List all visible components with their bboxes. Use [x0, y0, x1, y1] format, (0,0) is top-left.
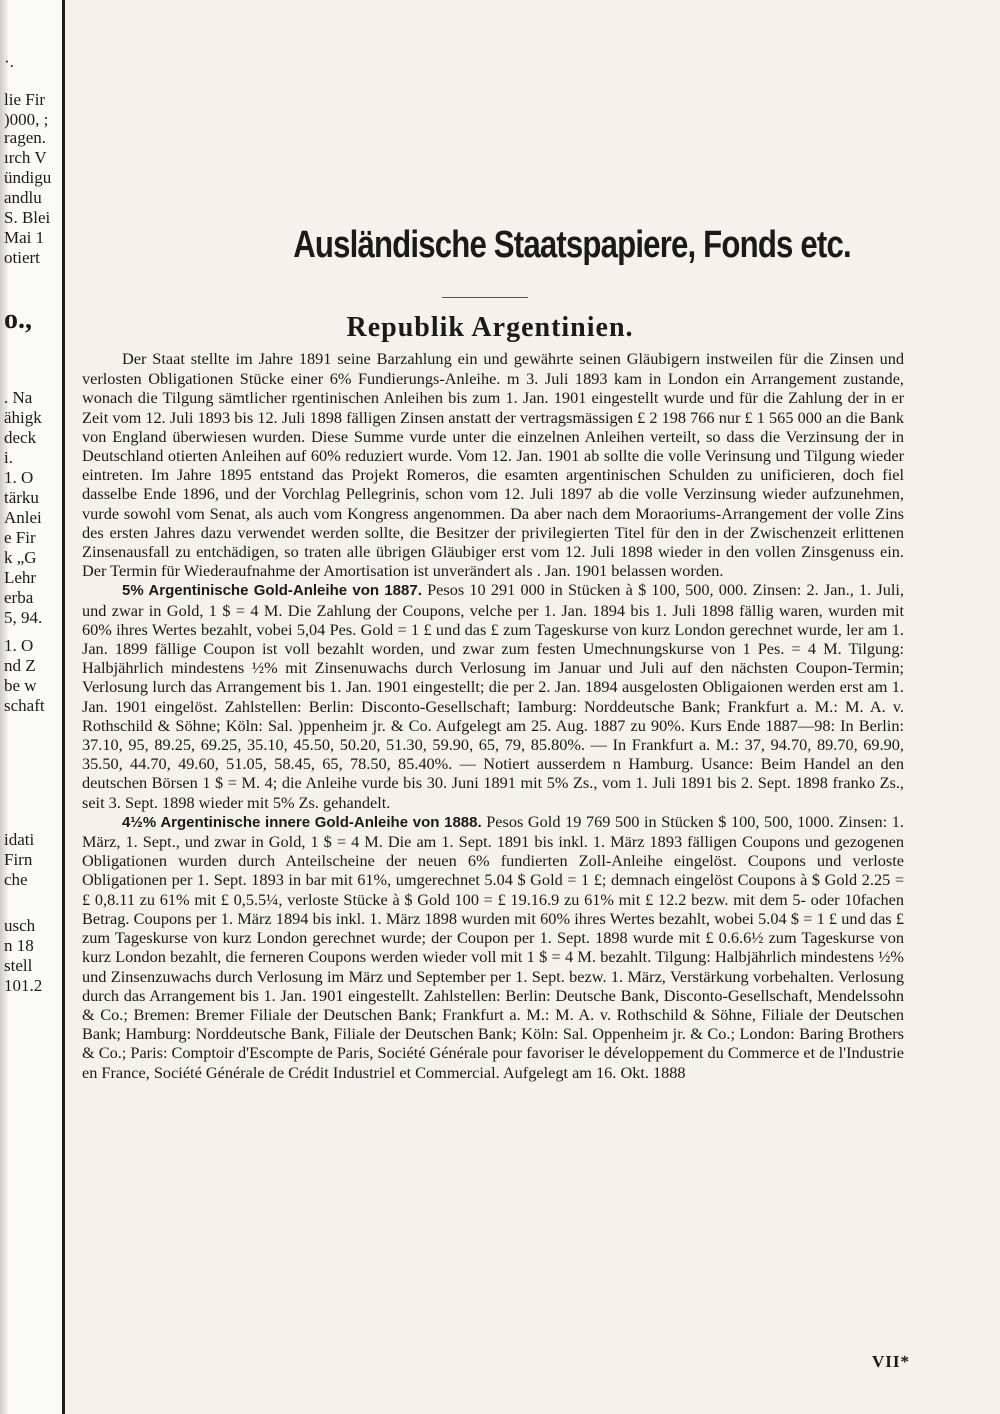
page-number: VII* [871, 1352, 910, 1371]
paragraph-lead: 5% Argentinische Gold-Anleihe von 1887. [122, 582, 422, 600]
previous-page-fragment: S. Blei [4, 208, 51, 227]
previous-page-fragment: tärku [4, 488, 39, 507]
previous-page-fragment: otiert [4, 248, 40, 267]
previous-page-fragment: ırch V [4, 148, 47, 167]
previous-page-fragment: o., [4, 304, 32, 335]
previous-page-fragment: idati [4, 830, 35, 849]
title-divider [442, 297, 528, 298]
previous-page-fragment: 101.2 [4, 976, 43, 995]
paragraph-gold-loan-1888 [82, 812, 904, 1082]
previous-page-fragment: be w [4, 676, 37, 695]
previous-page-fragment: che [4, 870, 28, 889]
previous-page-fragment: i. [4, 448, 13, 467]
previous-page-fragment: schaft [4, 696, 45, 715]
previous-page-fragment: k „G [4, 548, 37, 567]
paragraph-gold-loan-1887 [82, 580, 904, 811]
previous-page-fragment: ähigk [4, 408, 42, 427]
previous-page-fragment: deck [4, 428, 37, 447]
previous-page-strip [0, 0, 62, 1414]
previous-page-fragment: Lehr [4, 568, 37, 587]
article-body [82, 349, 904, 1082]
previous-page-fragment: ündigu [4, 168, 52, 187]
paragraph-text: Pesos 10 291 000 in Stücken à $ 100, 500, 000. Zinsen: 2. Jan., 1. Juli, und zwar in Gold, 1 $ = 4 M. Die Zahlung der Coupons, velche per 1. Jan. 1894 bis 1. Juli 1898 fällig waren, wurden mit 60% ihres Wertes bezahlt, vobei 5,04 Pes. Gold = 1 £ und das £ zum Tageskurse von kurz London gerechnet wurde, ler am 1. Jan. 1899 fällige Coupon ist voll bezahlt worden, und zwar zum festen Umechnungskurse von 1 Pes. = 4 M. Tilgung: Halbjährlich mindestens ½% mit Zinsenuwachs durch Verlosung im Januar und Juli auf den nächsten Coupon-Termin; Verlosung lurch das Arrangement bis 1. Jan. 1901 eingestellt; die per 2. Jan. 1894 ausgelosten Obligaionen werden erst am 1. Jan. 1901 eingelöst. Zahlstellen: Berlin: Disconto-Gesellschaft; Iamburg: Norddeutsche Bank; Frankfurt a. M.: M. A. v. Rothschild & Söhne; Köln: Sal. )ppenheim jr. & Co. Aufgelegt am 25. Aug. 1887 zu 90%. Kurs Ende 1887—98: In Berlin: 37.10, 95, 89.25, 69.25, 35.10, 45.50, 50.20, 51.30, 59.90, 65, 79, 85.80%. — In Frankfurt a. M.: 37, 94.70, 89.70, 69.90, 35.50, 44.70, 49.60, 51.05, 58.45, 65, 78.50, 85.40%. — Notiert ausserdem n Hamburg. Usance: Beim Handel an den deutschen Börsen 1 $ = M. 4; die Anleihe vurde bis 30. Juni 1891 mit 5% Zs., vom 1. Juli 1891 bis 2. Sept. 1898 franko Zs., seit 3. Sept. 1898 wieder mit 5% Zs. gehandelt. [82, 580, 905, 812]
previous-page-fragment: . Na [4, 388, 33, 407]
previous-page-fragment: ragen. [4, 128, 47, 147]
previous-page-fragment: ·. [4, 52, 14, 71]
previous-page-fragment: 1. O [4, 636, 34, 655]
previous-page-fragment: 1. O [4, 468, 34, 487]
paragraph-text: Pesos Gold 19 769 500 in Stücken $ 100, 500, 1000. Zinsen: 1. März, 1. Sept., und zwar in Gold, 1 $ = 4 M. Die am 1. Sept. 1891 bis inkl. 1. März 1893 fälligen Coupons und gezogenen Obligationen wurden durch Anteilscheine der neuen 6% fundierten Zoll-Anleihe eingelöst. Coupons und verloste Obligationen per 1. Sept. 1893 in bar mit 61%, umgerechnet 5.04 $ Gold = 1 £; demnach eingelöst Coupons à $ Gold 2.25 = £ 0,8.11 zu 61% mit £ 0,5.5¼, verloste Stücke à $ Gold 100 = £ 19.16.9 zu 61% mit £ 12.2 bezw. mit dem 5- oder 10fachen Betrag. Coupons per 1. März 1894 bis inkl. 1. März 1898 wurden mit 60% ihres Wertes bezahlt, wobei 5.04 $ = 1 £ und das £ zum Tageskurse von kurz London gerechnet wurde; der Coupon per 1. Sept. 1898 wurde mit £ 0.6.6½ zum Tageskurse von kurz London bezahlt, die ferneren Coupons werden wieder voll mit 1 $ = 4 M. bezahlt. Tilgung: Halbjährlich mindestens ½% und Zinsenzuwachs durch Verlosung im März und September per 1. Sept. bezw. 1. März, Verstärkung vorbehalten. Verlosung durch das Arrangement bis 1. Jan. 1901 eingestellt. Zahlstellen: Berlin: Deutsche Bank, Disconto-Gesellschaft, Mendelssohn & Co.; Bremen: Bremer Filiale der Deutschen Bank; Frankfurt a. M.: M. A. v. Rothschild & Söhne, Filiale der Deutschen Bank; Hamburg: Norddeutsche Bank, Filiale der Deutschen Bank; Köln: Sal. Oppenheim jr. & Co.; London: Baring Brothers & Co.; Paris: Comptoir d'Escompte de Paris, Société Générale pour favoriser le développement du Commerce et de l'Industrie en France, Société Générale de Crédit Industriel et Commercial. Aufgelegt am 16. Okt. 1888 [82, 811, 904, 1082]
page-title: Ausländische Staatspapiere, Fonds etc. [293, 224, 851, 266]
paragraph-intro [82, 349, 904, 580]
previous-page-fragment: stell [4, 956, 33, 975]
previous-page-fragment: Mai 1 [4, 228, 45, 247]
previous-page-fragment: n 18 [4, 936, 34, 955]
paragraph-text: Der Staat stellte im Jahre 1891 seine Barzahlung ein und gewährte seinen Gläubigern instweilen für die Zinsen und verlosten Obligationen Stücke einer 6% Fundierungs-Anleihe. m 3. Juli 1893 kam in London ein Arrangement zustande, wonach die Tilgung sämtlicher rgentinischen Anleihen bis zum 1. Jan. 1901 eingestellt wurde und für die Zahlung der in er Zeit vom 12. Juli 1893 bis 12. Juli 1898 fälligen Zinsen anstatt der vertragsmässigen £ 2 198 766 nur £ 1 565 000 an die Bank von England überwiesen wurden. Diese Summe vurde unter die einzelnen Anleihen verteilt, so dass die Verzinsung der in Deutschland otierten Anleihen auf 60% reduziert wurde. Vom 12. Jan. 1901 ab sollte die volle Verinsung und Tilgung wieder eintreten. Im Jahre 1895 entstand das Projekt Romeros, die esamten argentinischen Schulden zu unificieren, doch fiel dasselbe Ende 1896, und der Vorchlag Pellegrinis, schon vom 12. Juli 1897 ab die volle Verzinsung wieder aufzunehmen, vurde sowohl vom Senat, als auch vom Kongress angenommen. Da aber nach dem Moraoriums-Arrangement der volle Zins des ersten Jahres dazu verwendet werden sollte, die Besitzer der privilegierten Titel für den in der Zwischenzeit erlittenen Zinsenausfall zu entchädigen, so traten alle übrigen Gläubiger erst vom 12. Juli 1898 wieder in den vollen Zinsgenuss ein. Der Termin für Wiederaufnahme der Amortisation ist unverändert als . Jan. 1901 belassen worden. [82, 349, 904, 581]
previous-page-fragment: nd Z [4, 656, 36, 675]
previous-page-fragment: usch [4, 916, 36, 935]
previous-page-fragment: 5, 94. [4, 608, 43, 627]
previous-page-fragment: e Fir [4, 528, 36, 547]
previous-page-fragment: erba [4, 588, 34, 607]
section-title: Republik Argentinien. [346, 312, 634, 343]
previous-page-fragment: andlu [4, 188, 42, 207]
gutter-rule [62, 0, 65, 1414]
previous-page-fragment: Firn [4, 850, 33, 869]
previous-page-fragment: )000, ; [4, 110, 49, 129]
paragraph-lead: 4½% Argentinische innere Gold-Anleihe von 1888. [122, 813, 482, 831]
previous-page-fragment: lie Fir [4, 90, 46, 109]
previous-page-fragment: Anlei [4, 508, 42, 527]
